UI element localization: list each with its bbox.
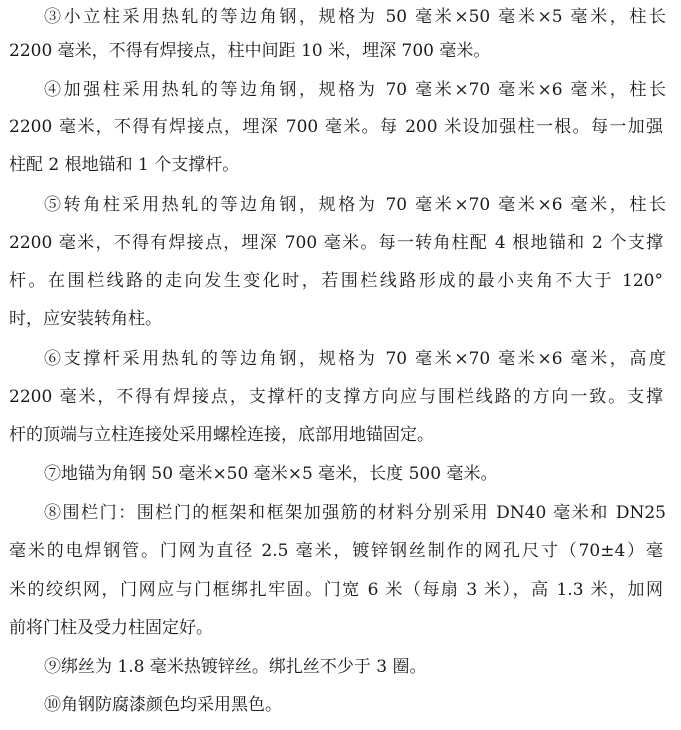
- paragraph-line: ⑥支撑杆采用热轧的等边角钢，规格为 70 毫米×70 毫米×6 毫米，高度: [44, 349, 666, 369]
- paragraph-line: ⑩角钢防腐漆颜色均采用黑色。: [44, 695, 282, 715]
- paragraph-line: 杆。在围栏线路的走向发生变化时，若围栏线路形成的最小夹角不大于 120°: [9, 271, 663, 291]
- paragraph-line: 柱配 2 根地锚和 1 个支撑杆。: [9, 155, 240, 175]
- paragraph-line: 2200 毫米，不得有焊接点，支撑杆的支撑方向应与围栏线路的方向一致。支撑: [9, 387, 663, 407]
- paragraph-line: ⑨绑丝为 1.8 毫米热镀锌丝。绑扎丝不少于 3 圈。: [44, 657, 427, 677]
- paragraph-line: 米的绞织网，门网应与门框绑扎牢固。门宽 6 米（每扇 3 米），高 1.3 米，加网: [9, 580, 663, 600]
- paragraph-line: 2200 毫米，不得有焊接点，柱中间距 10 米，埋深 700 毫米。: [9, 41, 491, 61]
- paragraph-line: 2200 毫米，不得有焊接点，埋深 700 毫米。每一转角柱配 4 根地锚和 2 个支撑: [9, 233, 663, 253]
- paragraph-line: 杆的顶端与立柱连接处采用螺栓连接，底部用地锚固定。: [9, 425, 434, 445]
- paragraph-line: 2200 毫米，不得有焊接点，埋深 700 毫米。每 200 米设加强柱一根。每一加强: [9, 117, 663, 137]
- paragraph-line: 毫米的电焊钢管。门网为直径 2.5 毫米，镀锌钢丝制作的网孔尺寸（70±4）毫: [9, 541, 663, 561]
- paragraph-line: ⑧围栏门：围栏门的框架和框架加强筋的材料分别采用 DN40 毫米和 DN25: [44, 503, 666, 523]
- paragraph-line: ⑦地锚为角钢 50 毫米×50 毫米×5 毫米，长度 500 毫米。: [44, 464, 498, 484]
- paragraph-line: ③小立柱采用热轧的等边角钢，规格为 50 毫米×50 毫米×5 毫米，柱长: [44, 7, 666, 27]
- paragraph-line: 前将门柱及受力柱固定好。: [9, 618, 213, 638]
- paragraph-line: 时，应安装转角柱。: [9, 309, 162, 329]
- paragraph-line: ⑤转角柱采用热轧的等边角钢，规格为 70 毫米×70 毫米×6 毫米，柱长: [44, 195, 666, 215]
- paragraph-line: ④加强柱采用热轧的等边角钢，规格为 70 毫米×70 毫米×6 毫米，柱长: [44, 80, 666, 100]
